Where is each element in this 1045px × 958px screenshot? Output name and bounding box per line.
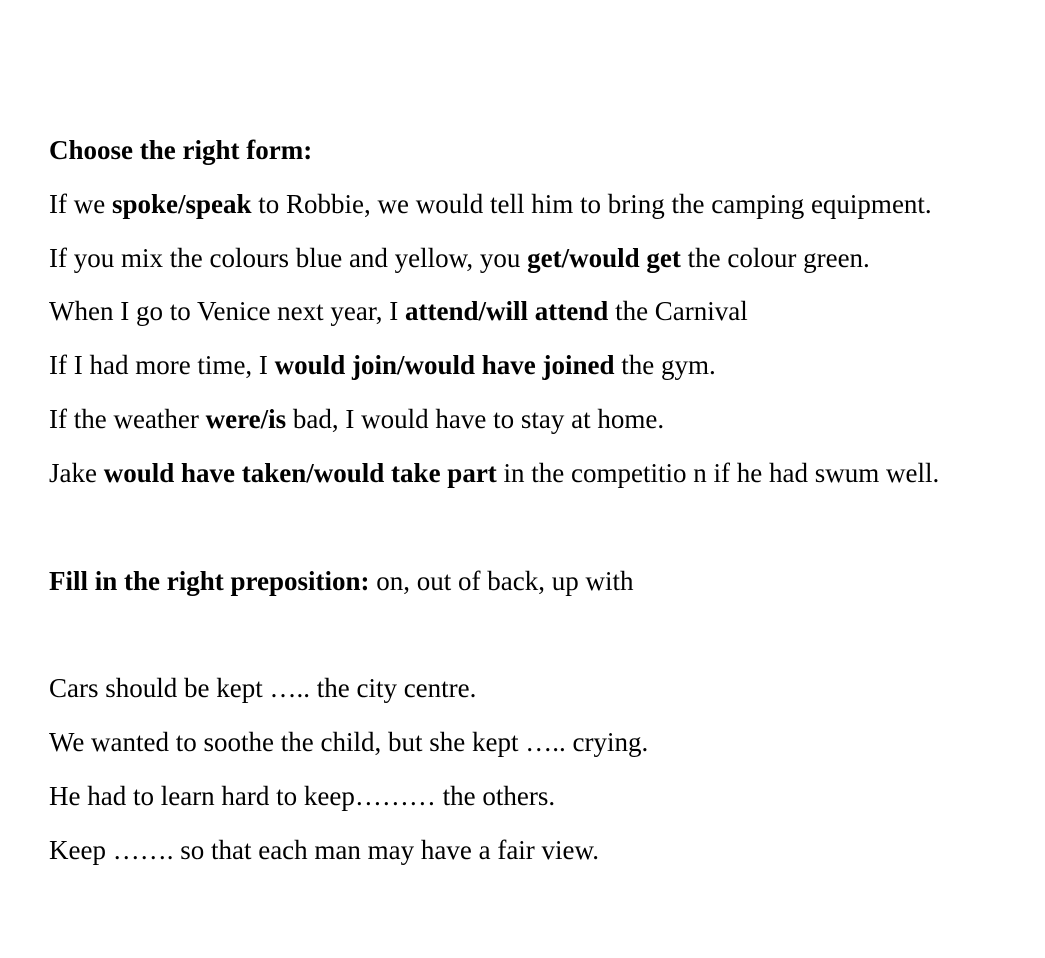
exercise2-heading: Fill in the right preposition:: [49, 565, 370, 596]
sentence-text: the colour green.: [680, 242, 870, 273]
exercise1-sentence: [49, 399, 1039, 453]
exercise2-sentence: He had to learn hard to keep……… the others.: [49, 780, 556, 811]
exercise1-heading: Choose the right form:: [49, 135, 313, 165]
exercise2-sentence: Cars should be kept ….. the city centre.: [49, 673, 477, 704]
document-page: [49, 130, 1039, 884]
answer-choice: were/is: [205, 403, 287, 434]
sentence-text: bad, I would have to stay at home.: [286, 403, 665, 434]
sentence-text: the Carnival: [608, 296, 748, 327]
spacer: [49, 507, 1039, 561]
exercise1-sentence: [49, 184, 1039, 238]
preposition-options: on, out of back, up with: [369, 565, 634, 596]
exercise2-sentence: Keep ……. so that each man may have a fair view.: [49, 834, 600, 865]
sentence-text: If we: [49, 188, 112, 219]
exercise2-sentence: We wanted to soothe the child, but she kept ….. crying.: [49, 727, 649, 758]
answer-choice: would have taken/would take part: [103, 457, 497, 488]
exercise2-heading-line: [49, 561, 1039, 615]
sentence-text: Jake: [49, 457, 104, 488]
answer-choice: would join/would have joined: [274, 350, 615, 381]
sentence-text: in the competitio n if he had swum well.: [496, 457, 940, 488]
exercise1-sentence: [49, 291, 1039, 345]
sentence-text: When I go to Venice next year, I: [49, 296, 406, 327]
answer-choice: spoke/speak: [111, 188, 252, 219]
exercise1-sentence: [49, 345, 1039, 399]
sentence-text: the gym.: [614, 350, 716, 381]
answer-choice: get/would get: [527, 242, 681, 273]
sentence-text: to Robbie, we would tell him to bring the camping equipment.: [251, 188, 932, 219]
spacer: [49, 614, 1039, 668]
exercise1-sentence: [49, 453, 1039, 507]
answer-choice: attend/will attend: [405, 296, 609, 327]
exercise1-sentence: [49, 238, 1039, 292]
sentence-text: If you mix the colours blue and yellow, you: [49, 242, 528, 273]
sentence-text: If I had more time, I: [49, 350, 275, 381]
sentence-text: If the weather: [49, 403, 206, 434]
